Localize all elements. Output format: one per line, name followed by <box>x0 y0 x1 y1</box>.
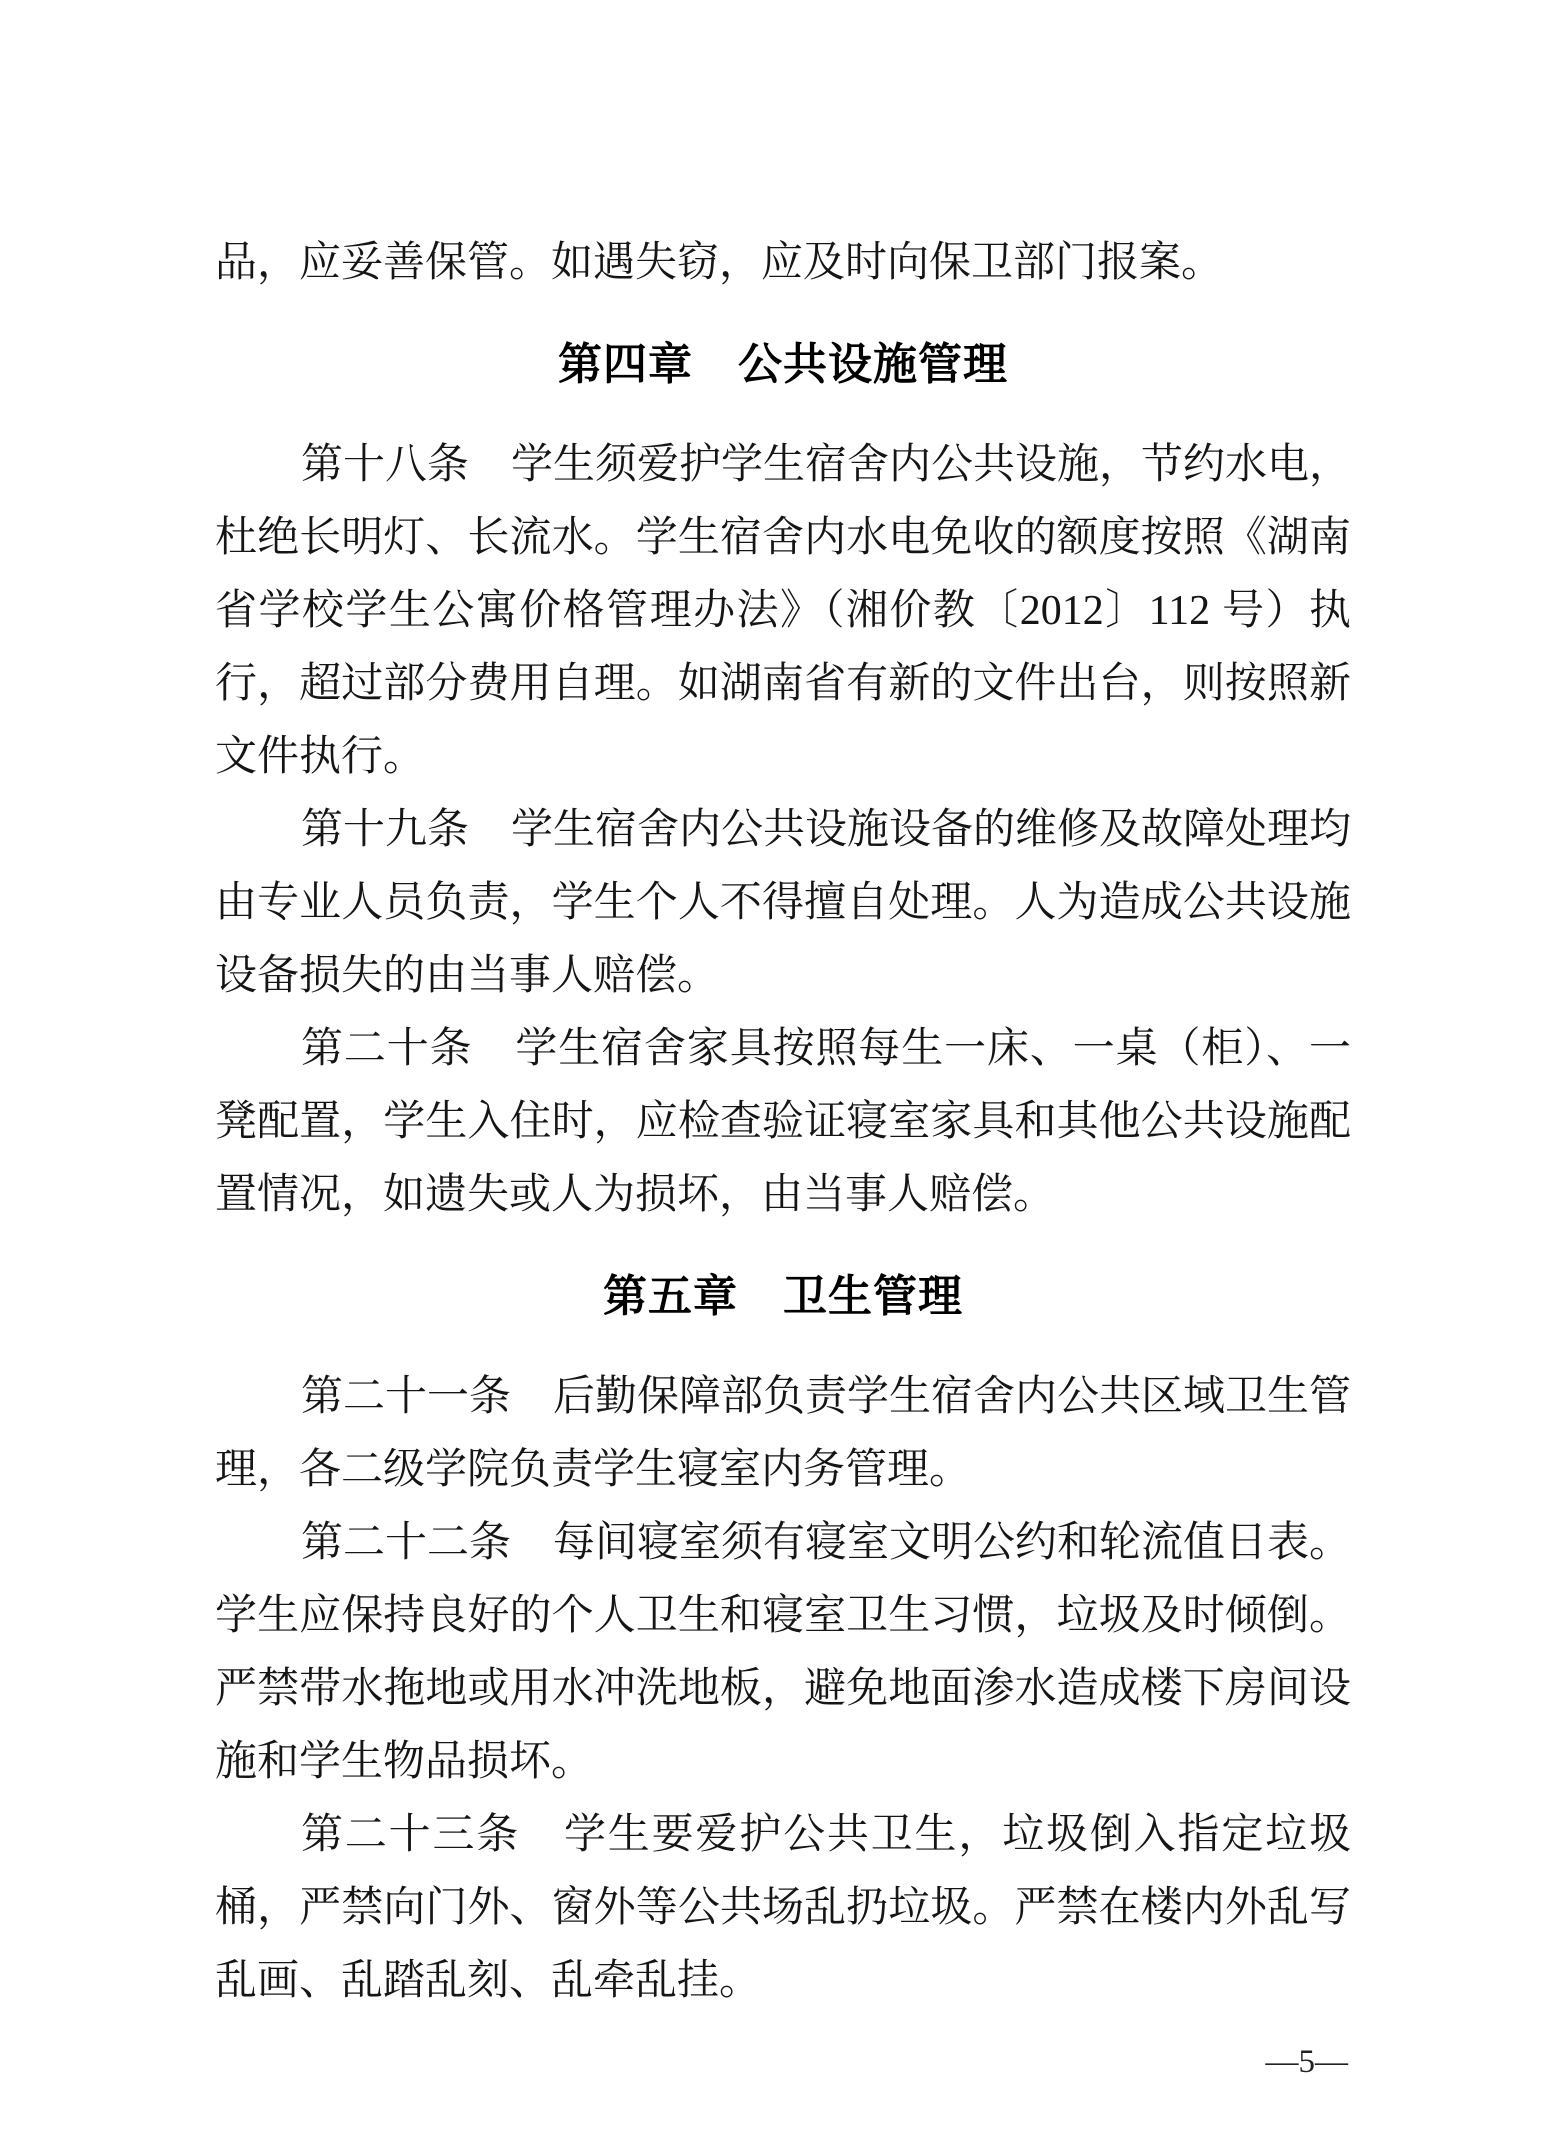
chapter-heading-four: 第四章 公共设施管理 <box>558 340 1008 389</box>
document-body <box>215 227 1351 2018</box>
article-21-paragraph: 第二十一条 后勤保障部负责学生宿舍内公共区域卫生管理，各二级学院负责学生寝室内务管理。 <box>215 1374 1352 1493</box>
paragraph-continuation: 品，应妥善保管。如遇失窃，应及时向保卫部门报案。 <box>215 240 1224 286</box>
article-22-paragraph: 第二十二条 每间寝室须有寝室文明公约和轮流值日表。学生应保持良好的个人卫生和寝室卫生习惯，垃圾及时倾倒。严禁带水拖地或用水冲洗地板，避免地面渗水造成楼下房间设施和学生物品损坏。 <box>215 1520 1352 1785</box>
article-19-paragraph: 第十九条 学生宿舍内公共设施设备的维修及故障处理均由专业人员负责，学生个人不得擅自处理。人为造成公共设施设备损失的由当事人赔偿。 <box>215 807 1352 999</box>
chapter-heading-five: 第五章 卫生管理 <box>603 1272 963 1321</box>
article-18-paragraph: 第十八条 学生须爱护学生宿舍内公共设施，节约水电，杜绝长明灯、长流水。学生宿舍内水电免收的额度按照《湖南省学校学生公寓价格管理办法》（湘价教〔2012〕112 号）执行，超过部分费用自理。如湖南省有新的文件出台，则按照新文件执行。 <box>215 442 1352 780</box>
page-number: —5— <box>1265 2044 1348 2080</box>
article-23-paragraph: 第二十三条 学生要爱护公共卫生，垃圾倒入指定垃圾桶，严禁向门外、窗外等公共场乱扔垃圾。严禁在楼内外乱写乱画、乱踏乱刻、乱牵乱挂。 <box>215 1812 1351 2004</box>
article-20-paragraph: 第二十条 学生宿舍家具按照每生一床、一桌（柜）、一凳配置，学生入住时，应检查验证寝室家具和其他公共设施配置情况，如遗失或人为损坏，由当事人赔偿。 <box>215 1026 1351 1218</box>
